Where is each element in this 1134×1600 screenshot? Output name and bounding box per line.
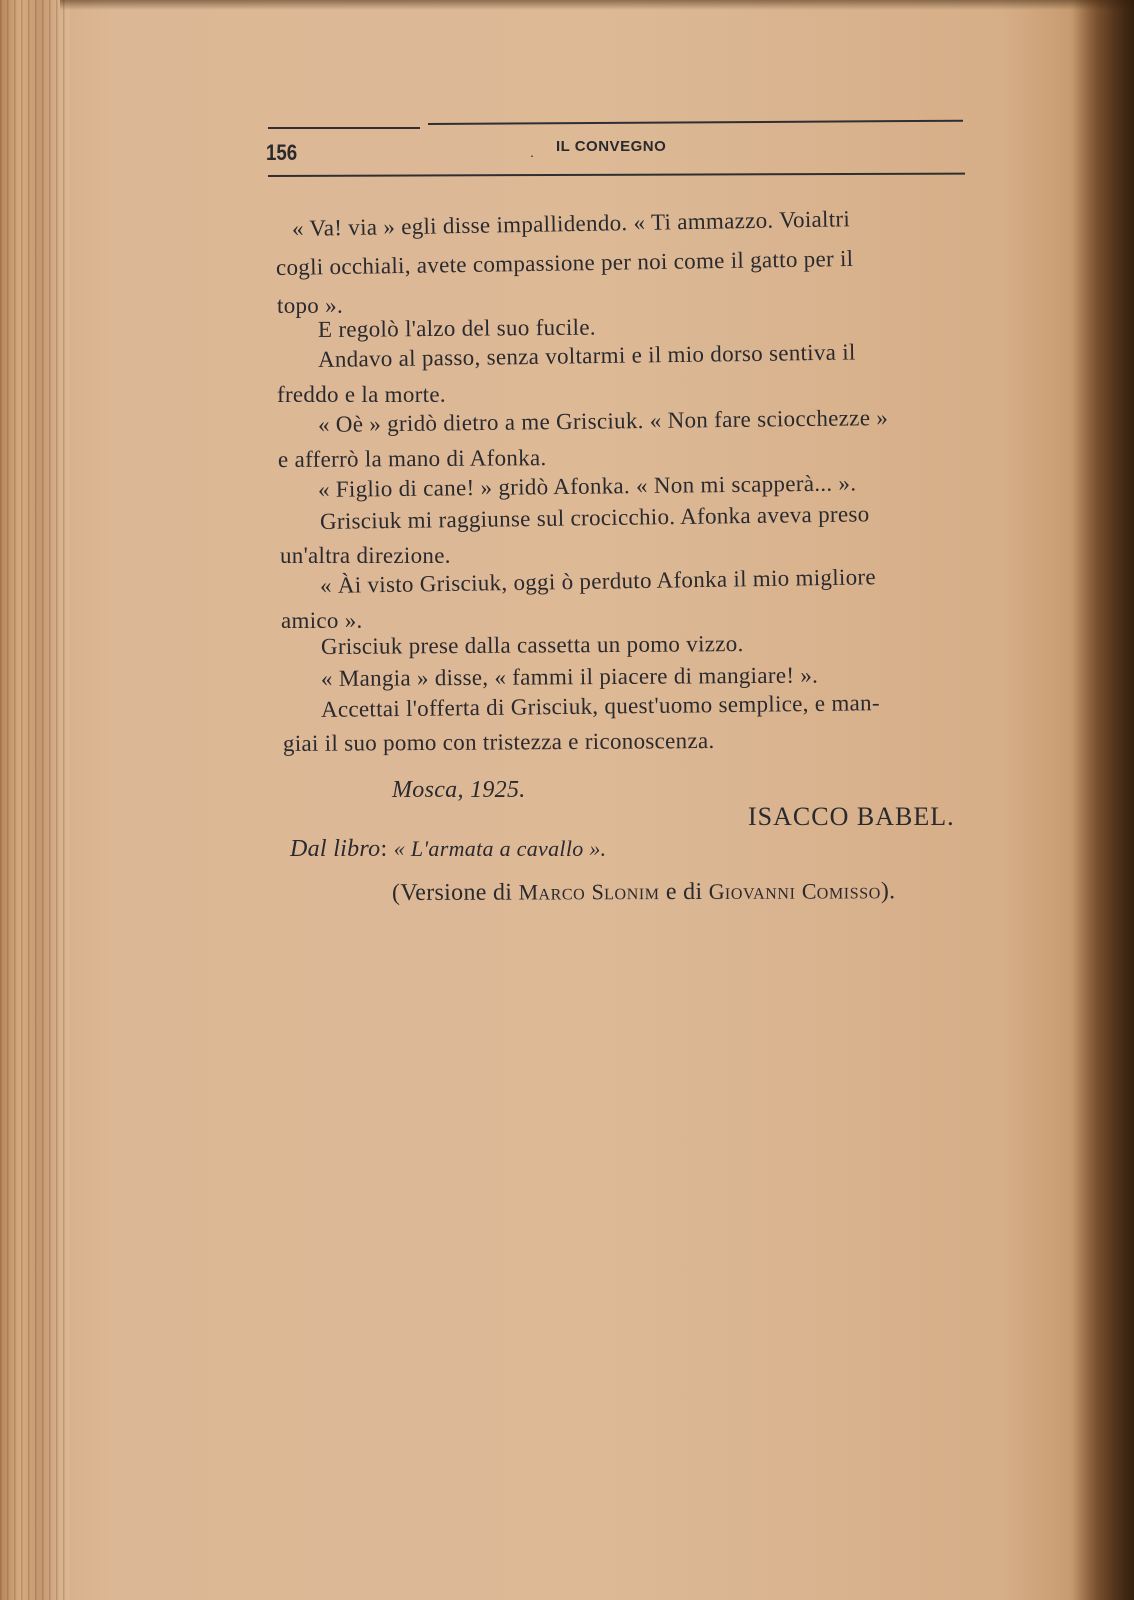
translator2-cap1: G — [708, 878, 725, 904]
text-line: amico ». — [281, 608, 363, 633]
credit-open: (Versione di — [391, 879, 519, 906]
text-line: « Figlio di cane! » gridò Afonka. « Non mi scapperà... ». — [317, 470, 857, 502]
header-rule-left — [268, 127, 420, 129]
translation-credit — [392, 878, 896, 907]
author-signature: ISACCO BABEL. — [748, 802, 955, 831]
text-line: Accettai l'offerta di Grisciuk, quest'uomo semplice, e man- — [320, 690, 880, 722]
source-title: « L'armata a cavallo ». — [393, 836, 607, 861]
running-title: IL CONVEGNO — [556, 138, 667, 155]
translator1-cap1: M — [518, 879, 539, 905]
header-separator: . — [530, 144, 534, 160]
text-line: cogli occhiali, avete compassione per noi come il gatto per il — [275, 245, 854, 280]
source-citation — [290, 836, 606, 863]
text-line: un'altra direzione. — [280, 543, 451, 568]
translator1-low1: ARCO — [538, 886, 586, 904]
text-line: Grisciuk mi raggiunse sul crocicchio. Afonka aveva preso — [319, 501, 870, 534]
source-label: Dal libro — [290, 836, 381, 862]
header-rule-right — [428, 120, 963, 125]
credit-mid: e di — [659, 878, 709, 906]
text-line: E regolò l'alzo del suo fucile. — [317, 314, 596, 342]
source-colon: : — [380, 836, 388, 862]
translator2-low2: OMISSO — [816, 885, 881, 903]
header-rule-bottom — [268, 173, 965, 177]
text-line: e afferrò la mano di Afonka. — [277, 445, 547, 472]
text-line: freddo e la morte. — [277, 382, 446, 407]
text-line: Grisciuk prese dalla cassetta un pomo vizzo. — [320, 631, 744, 659]
text-line: topo ». — [277, 293, 343, 318]
text-line: giai il suo pomo con tristezza e riconoscenza. — [282, 727, 715, 756]
translator1-cap2: S — [591, 879, 605, 905]
translator2-cap2: C — [801, 878, 817, 904]
text-line: « Ài visto Grisciuk, oggi ò perduto Afonka il mio migliore — [319, 564, 877, 598]
text-line: « Oè » gridò dietro a me Grisciuk. « Non fare sciocchezze » — [317, 405, 889, 437]
translator1-low2: LONIM — [604, 886, 660, 904]
text-line: Andavo al passo, senza voltarmi e il mio dorso sentiva il — [317, 339, 856, 372]
page-number: 156 — [266, 140, 298, 165]
translator2-low1: IOVANNI — [724, 885, 796, 903]
place-date: Mosca, 1925. — [392, 777, 526, 803]
text-line: « Mangia » disse, « fammi il piacere di mangiare! ». — [320, 662, 819, 691]
credit-close: ). — [880, 878, 896, 905]
text-line: « Va! via » egli disse impallidendo. « Ti ammazzo. Voialtri — [291, 206, 851, 241]
